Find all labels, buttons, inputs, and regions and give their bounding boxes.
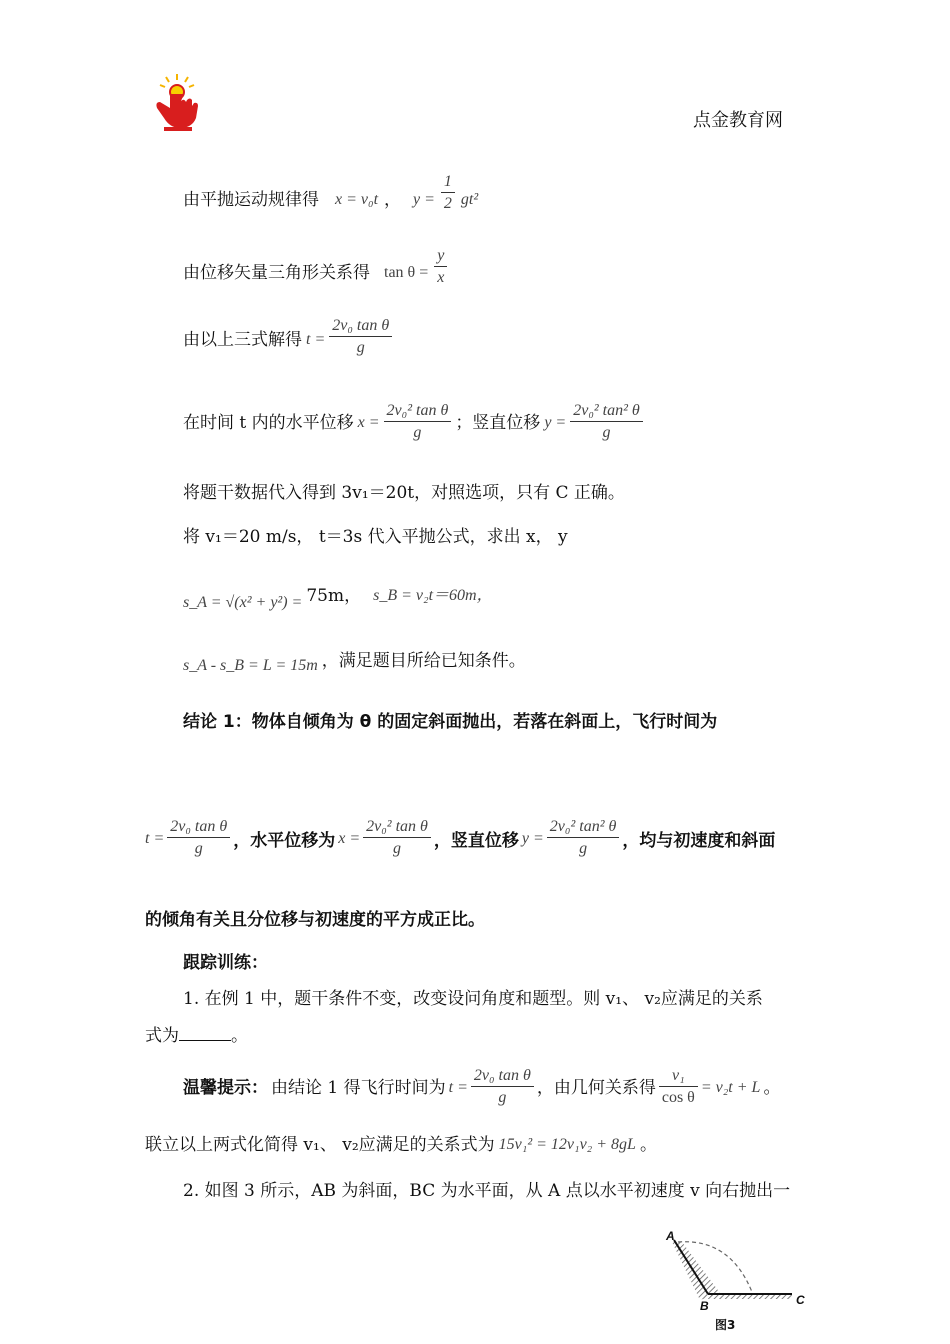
equation-line-1	[183, 173, 479, 215]
math-y-left: y =	[521, 829, 544, 847]
equation-line-5: 将题干数据代入得到 3v₁＝20t，对照选项，只有 C 正确。	[183, 483, 625, 503]
site-logo	[150, 72, 205, 134]
incline-surface	[672, 1242, 720, 1300]
combine-text: 联立以上两式化简得 v₁、 v₂应满足的关系式为	[145, 1135, 495, 1155]
conclusion-text-2: ，竖直位移	[433, 831, 519, 851]
sa-value: 75m，	[306, 586, 362, 606]
line-text: ，满足题目所给已知条件。	[321, 651, 526, 671]
fraction-numerator: 2v₀² tan θ	[363, 817, 431, 838]
question-text: 式为	[145, 1026, 179, 1046]
equation-line-2	[183, 247, 447, 289]
equation-line-6: 将 v₁＝20 m/s， t＝3s 代入平抛公式，求出 x， y	[183, 527, 568, 547]
fraction-y-over-x	[434, 246, 447, 289]
math-y-left: y =	[413, 190, 435, 208]
fraction-vertical	[570, 401, 643, 444]
math-sb: s_B = v₂t＝60m，	[373, 587, 493, 604]
question-1-line-1: 1. 在例 1 中，题干条件不变，改变设问角度和题型。则 v₁、 v₂应满足的关系	[183, 989, 763, 1009]
line-text: 由平抛运动规律得	[183, 189, 319, 210]
conclusion-text-1: ，水平位移为	[233, 831, 336, 851]
math-t-left: t =	[448, 1078, 468, 1096]
fraction-geometry	[659, 1066, 698, 1109]
equation-line-7	[183, 578, 493, 614]
conclusion-line-3: 的倾角有关且分位移与初速度的平方成正比。	[145, 910, 485, 930]
fraction-numerator: 2v₀ tan θ	[167, 817, 230, 838]
hint-label: 温馨提示：	[183, 1077, 268, 1098]
equation-line-3	[183, 317, 392, 359]
fraction-numerator: y	[434, 246, 447, 267]
fraction-half	[441, 172, 455, 215]
site-name: 点金教育网	[693, 110, 783, 131]
fraction-denominator: g	[393, 840, 401, 857]
fraction-numerator: 2v₀² tan θ	[384, 401, 452, 422]
question-2-line: 2. 如图 3 所示，AB 为斜面，BC 为水平面，从 A 点以水平初速度 v 向右抛出一	[183, 1181, 791, 1201]
math-sa-minus-sb: s_A - s_B = L = 15m	[183, 657, 318, 674]
math-sa: s_A = √(x² + y²) =	[183, 594, 303, 611]
fraction-denominator: g	[579, 840, 588, 857]
answer-blank[interactable]	[179, 1026, 231, 1041]
practice-heading: 跟踪训练：	[183, 953, 268, 973]
fraction-denominator: x	[437, 269, 445, 286]
question-end: 。	[231, 1026, 248, 1046]
math-t-left: t =	[306, 330, 326, 348]
combine-line	[145, 1134, 657, 1156]
incline-edge	[674, 1240, 708, 1294]
figure-3	[660, 1228, 810, 1338]
fraction-numerator: 1	[441, 172, 455, 193]
math-x: x = v₀t	[335, 190, 379, 208]
fraction-numerator: v₁	[659, 1066, 698, 1087]
fraction-numerator: 2v₀ tan θ	[329, 316, 392, 337]
line-text: 在时间 t 内的水平位移	[183, 412, 354, 433]
fraction-denominator: 2	[443, 195, 452, 212]
math-x-left: x =	[338, 829, 361, 847]
math-x-left: x =	[357, 413, 380, 431]
label-c: C	[796, 1293, 805, 1307]
math-y-left: y =	[544, 413, 567, 431]
conclusion-line-1: 结论 1：物体自倾角为 θ 的固定斜面抛出，若落在斜面上，飞行时间为	[183, 712, 718, 732]
fraction-denominator: g	[356, 339, 365, 356]
fraction-denominator: g	[413, 424, 422, 441]
fraction-horizontal	[384, 401, 452, 444]
math-tan: tan θ =	[384, 263, 429, 281]
line-text-2: ；竖直位移	[455, 412, 541, 433]
question-1-line-2	[145, 1025, 248, 1047]
math-y-tail: gt²	[460, 190, 479, 208]
figure-caption: 图3	[715, 1318, 736, 1332]
conclusion-line-2	[145, 817, 775, 860]
label-b: B	[700, 1299, 709, 1313]
hint-end: 。	[763, 1077, 781, 1098]
hint-line	[183, 1066, 780, 1109]
math-geometry-tail: = v₂t + L	[700, 1078, 761, 1096]
fraction-time	[167, 817, 230, 860]
fraction-numerator: 2v₀² tan² θ	[570, 401, 643, 422]
fraction-denominator: g	[498, 1089, 507, 1106]
line-text: 由以上三式解得	[183, 329, 302, 350]
fraction-denominator: g	[602, 424, 611, 441]
line-text: 由位移矢量三角形关系得	[183, 262, 370, 283]
equation-line-8	[183, 645, 526, 677]
fraction-numerator: 2v₀ tan θ	[471, 1066, 534, 1087]
math-relation: 15v₁² = 12v₁v₂ + 8gL	[498, 1136, 636, 1153]
fraction-denominator: g	[194, 840, 203, 857]
fraction-time	[329, 316, 392, 359]
label-a: A	[666, 1229, 675, 1243]
incline-diagram	[660, 1228, 810, 1338]
hand-finger-logo-icon	[150, 72, 205, 134]
fraction-numerator: 2v₀² tan² θ	[547, 817, 620, 838]
fraction-horizontal	[363, 817, 431, 860]
fraction-denominator: cos θ	[661, 1089, 695, 1106]
fraction-vertical	[547, 817, 620, 860]
hint-text: 由结论 1 得飞行时间为	[271, 1077, 446, 1098]
separator: ，	[384, 189, 402, 210]
fraction-time	[471, 1066, 534, 1109]
conclusion-text-3: ，均与初速度和斜面	[622, 831, 776, 851]
combine-end: 。	[639, 1135, 657, 1155]
hint-text-2: ，由几何关系得	[536, 1077, 656, 1098]
math-t-left: t =	[145, 829, 165, 847]
equation-line-4	[183, 401, 643, 444]
